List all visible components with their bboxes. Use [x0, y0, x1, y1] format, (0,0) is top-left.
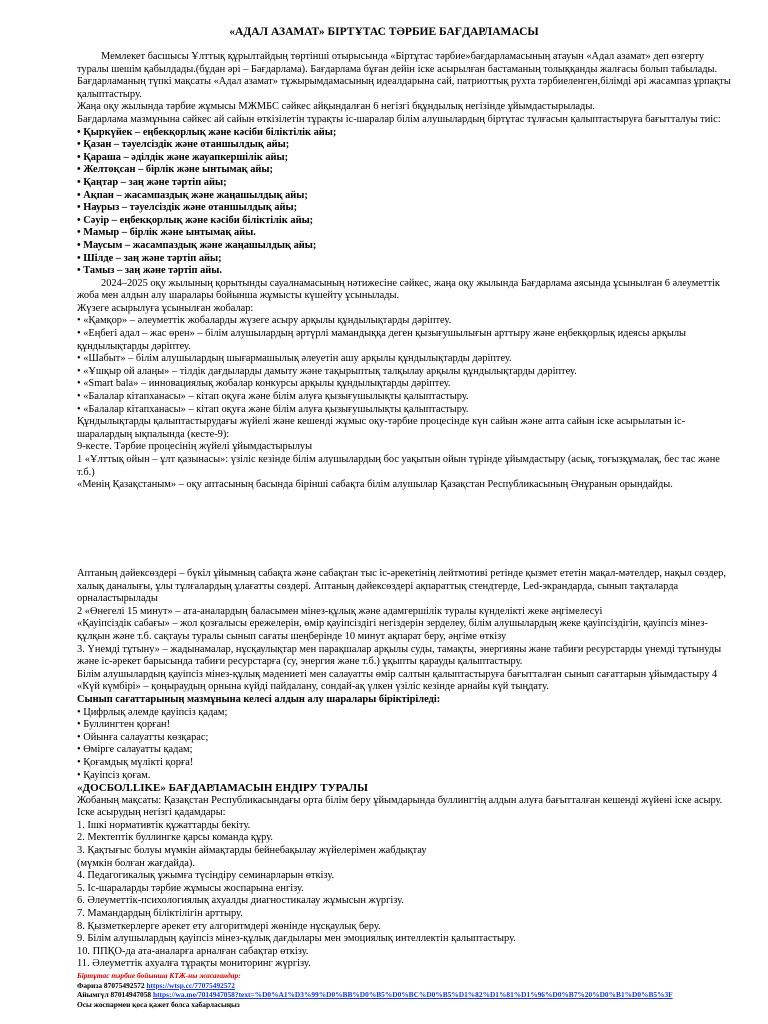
step-item: 3. Қақтығыс болуы мүмкін аймақтарды бейнебақылау жүйелерімен жабдықтау: [77, 845, 427, 857]
month-item: • Ақпан – жасампаздық және жаңашылдық айы;: [77, 189, 308, 201]
topics-list: [77, 707, 732, 783]
item-1-paragraph: 1 «Ұлттық ойын – ұлт қазынасы»: үзіліс кезінде білім алушылардың бос уақытын ойын түрінде ұйымдастыру (асық, тоғызқұмалақ, бес тас және т.б.): [77, 454, 720, 478]
month-item: • Сәуір – еңбекқорлық және кәсіби біліктілік айы;: [77, 214, 314, 226]
month-item: • Тамыз – заң және тәртіп айы.: [77, 265, 222, 277]
project-item: • «Шабыт» – білім алушылардың шығармашылық әлеуетін ашу арқылы құндылықтарды дәріптеу.: [77, 353, 512, 365]
topic-item: • Цифрлық әлемде қауіпсіз қадам;: [77, 706, 228, 718]
project-item: • «Қамқор» – әлеуметтік жобаларды жүзеге асыру арқылы құндылықтарды дәріптеу.: [77, 315, 452, 327]
step-item: 6. Әлеуметтік-психологиялық ахуалды диагностикалау жұмысын жүргізу.: [77, 895, 404, 907]
contact-1-link[interactable]: https://wtsp.cc/77075492572: [146, 980, 235, 990]
step-item: 8. Қызметкерлерге әрекет ету алгоритмдері жөнінде нұсқаулық беру.: [77, 920, 381, 932]
month-item: • Қараша – әділдік және жауапкершілік айы;: [77, 151, 289, 163]
intro-paragraph-1: Мемлекет басшысы Ұлттық құрылтайдың төртінші отырысында «Біртұтас тәрбие»бағдарламасының атауын «Адал азамат» деп өзгерту туралы шешім қабылдады.(бұдан әрі – Бағдарлама). Бағдарлама бұған дейін іске асырылған бастаманың толыққанды жалғасы болып табылады. Бағдарламаның түпкі мақсаты «Адал азамат» тұжырымдамасының идеалдарына сай, патриоттық рухта тәрбиеленген,білімді әрі жасампаз ұрпақты қалыптастыру.: [77, 51, 731, 100]
lower-section: [77, 568, 732, 1009]
month-item: • Мамыр – бірлік және ынтымақ айы.: [77, 227, 256, 239]
topics-heading: Сынып сағаттарының мазмұнына келесі алдын алу шаралары біріктіріледі:: [77, 693, 441, 705]
month-item: • Наурыз – тәуелсіздік және отаншылдық айы;: [77, 202, 298, 214]
contact-1-name: Фариза 87075492572: [77, 980, 145, 990]
topic-item: • Қоғамдық мүлікті қорға!: [77, 756, 194, 768]
table-caption: 9-кесте. Тәрбие процесінің жүйелі ұйымдастырылуы: [77, 441, 313, 453]
project-item: • «Ұшқыр ой алаңы» – тілдік дағдыларды дамыту және тақырыптық талқылау арқылы құндылықтарды дәріптеу.: [77, 365, 577, 377]
contact-2: [77, 990, 732, 1000]
document-title: «АДАЛ АЗАМАТ» БІРТҰТАС ТӘРБИЕ БАҒДАРЛАМАСЫ: [229, 26, 539, 38]
step-item: 5. Іс-шараларды тәрбие жұмысы жоспарына енгізу.: [77, 882, 304, 894]
project-item: • «Smart bala» – инновациялық жобалар конкурсы арқылы құндылықтарды дәріптеу.: [77, 378, 451, 390]
month-item: • Шілде – заң және тәртіп айы;: [77, 252, 222, 264]
survey-paragraph: 2024–2025 оқу жылының қорытынды сауалнамасының нәтижесіне сәйкес, жаңа оқу жылында Бағдарлама аясында ұсынылған 6 әлеуметтік жоба мен алдын алу шаралары бойынша жұмысты күшейту ұсынылады.: [77, 277, 720, 302]
contacts-heading: Біртұтас тәрбие бойынша КТЖ-ны жасағандар:: [77, 971, 241, 980]
dosboll-heading: «ДОСБОЛ.LIKE» БАҒДАРЛАМАСЫН ЕНДІРУ ТУРАЛЫ: [77, 782, 368, 795]
item-2-paragraph: 2 «Өнегелі 15 минут» – ата-аналардың баласымен мінез-құлық және адамгершілік туралы күнделікті жеке әңгімелесуі: [77, 605, 603, 617]
month-item: • Маусым – жасампаздық және жаңашылдық айы;: [77, 239, 317, 251]
step-item: 9. Білім алушылардың қауіпсіз мінез-құлық дағдылары мен эмоциялық интеллектін қалыптастыру.: [77, 933, 516, 945]
intro-section: [77, 51, 732, 492]
contact-2-name: Айымгүл 87014947058: [77, 990, 152, 1000]
step-item: (мүмкін болған жағдайда).: [77, 857, 195, 869]
topic-item: • Буллингтен қорған!: [77, 719, 171, 731]
step-item: 11. Әлеуметтік ахуалға тұрақты мониторинг жүргізу.: [77, 958, 311, 970]
steps-heading: Іске асырудың негізгі қадамдары:: [77, 807, 226, 819]
project-item: • «Еңбегі адал – жас өрен» – білім алушылардың әртүрлі мамандыққа деген қызығушылығын арттыру және еңбекқорлық идеясы арқылы құндылықтарды дәріптеу.: [77, 328, 687, 352]
footer-contacts: [77, 971, 732, 1009]
weekly-quote-paragraph: Аптаның дәйексөздері – бүкіл ұйымның сабақта және сабақтан тыс іс-әрекетінің лейтмотиві ретінде қызмет ететін мақал-мәтелдер, нақыл сөздер, халық даналығы, ұлы тұлғалардың ұлағатты сөздері. Аптаның дәйексөздері ақпараттық стендтерде, Led-экрандарда, сынып тақталарда орналастырылады: [77, 568, 726, 605]
contact-1: [77, 981, 732, 991]
projects-heading: Жүзеге асырылуға ұсынылған жобалар:: [77, 302, 254, 314]
step-item: 4. Педагогикалық ұжымға түсіндіру семинарларын өткізу.: [77, 870, 335, 882]
intro-paragraph-2: Жаңа оқу жылында тәрбие жұмысы МЖМБС сәйкес айқындалған 6 негізгі бқұндылық негізінде ұйымдастырылады.: [77, 101, 595, 113]
safety-lesson-paragraph: «Қауіпсіздік сабағы» – жол қозғалысы ережелерін, өмір қауіпсіздігі негіздерін зерделеу, білім алушылардың жеке қауіпсіздігін, қауіпсіз мінез-құлқын және т.б. сақтауы туралы сынып сағаты шеңберінде 10 минут ақпарат беру, әңгіме өткізу: [77, 618, 708, 642]
month-item: • Желтоқсан – бірлік және ынтымақ айы;: [77, 164, 273, 176]
projects-list: [77, 315, 732, 416]
step-item: 2. Мектептік буллингке қарсы команда құру.: [77, 832, 273, 844]
step-item: 7. Мамандардың біліктілігін арттыру.: [77, 908, 243, 920]
project-item: • «Балалар кітапханасы» – кітап оқуға және білім алуға қызығушылықты қалыптастыру.: [77, 391, 469, 403]
project-item: • «Балалар кітапханасы» – кітап оқуға және білім алуға қызығушылықты қалыптастыру.: [77, 403, 469, 415]
anthem-paragraph: «Менің Қазақстаным» – оқу аптасының басында бірінші сабақта білім алушылар Қазақстан Республикасының Әнұранын орындайды.: [77, 479, 673, 491]
item-4-paragraph: Білім алушылардың қауіпсіз мінез-құлық мәдениеті мен салауатты өмір салтын қалыптастыруға бағытталған сынып сағаттарын ұйымдастыру 4 «Күй күмбірі» – қоңыраудың орнына күйді пайдалану, сондай-ақ үлкен үзіліс кезінде арнайы күй тыңдату.: [77, 668, 718, 693]
topic-item: • Өмірге салауатты қадам;: [77, 744, 193, 756]
system-paragraph: Құндылықтарды қалыптастырудағы жүйелі және кешенді жұмыс оқу-тәрбие процесінде күн сайын және апта сайын іске асырылатын іс-шаралардың ықпалында (кесте-9):: [77, 416, 686, 440]
steps-list: [77, 820, 732, 971]
contact-2-link[interactable]: https://wa.me/7014947058?text=%D0%A1%D3%99%D0%BB%D0%B5%D0%BC%D0%B5%D1%82%D1%81%D1%96%D0%B7%20%D0%B1%D0%B5%3F: [152, 990, 673, 1000]
item-3-paragraph: 3. Үнемді тұтыну» – жадынамалар, нұсқаулықтар мен парақшалар арқылы суды, тамақты, энергияны және табиғи ресурстарды үнемді тұтынуды және іс-әрекет барысында табиғи ресурстарға (су, энергия және т.б.) ұқыпты қарауды қалыптастыру.: [77, 643, 722, 668]
month-item: • Қазан – тәуелсіздік және отаншылдық айы;: [77, 139, 290, 151]
step-item: 1. Ішкі нормативтік құжаттарды бекіту.: [77, 819, 251, 831]
intro-paragraph-3: Бағдарлама мазмұнына сәйкес ай сайын өткізілетін тұрақты іс-шаралар білім алушылардың біртұтас тұлғасын қалыптастыруға бағытталуы тиіс:: [77, 113, 721, 125]
month-item: • Қаңтар – заң және тәртіп айы;: [77, 176, 227, 188]
months-list: [77, 127, 732, 278]
dosboll-goal-paragraph: Жобаның мақсаты: Қазақстан Республикасындағы орта білім беру ұйымдарында буллингтің алдын алуға бағытталған кешенді жүйені іске асыру.: [77, 794, 723, 806]
contact-note: Осы жоспармен қоса қажет болса хабарласыңыз: [77, 999, 240, 1009]
topic-item: • Ойынға салауатты көзқарас;: [77, 731, 209, 743]
topic-item: • Қауіпсіз қоғам.: [77, 769, 151, 781]
step-item: 10. ППҚО-да ата-аналарға арналған сабақтар өткізу.: [77, 945, 309, 957]
month-item: • Қыркүйек – еңбекқорлық және кәсіби біліктілік айы;: [77, 126, 337, 138]
